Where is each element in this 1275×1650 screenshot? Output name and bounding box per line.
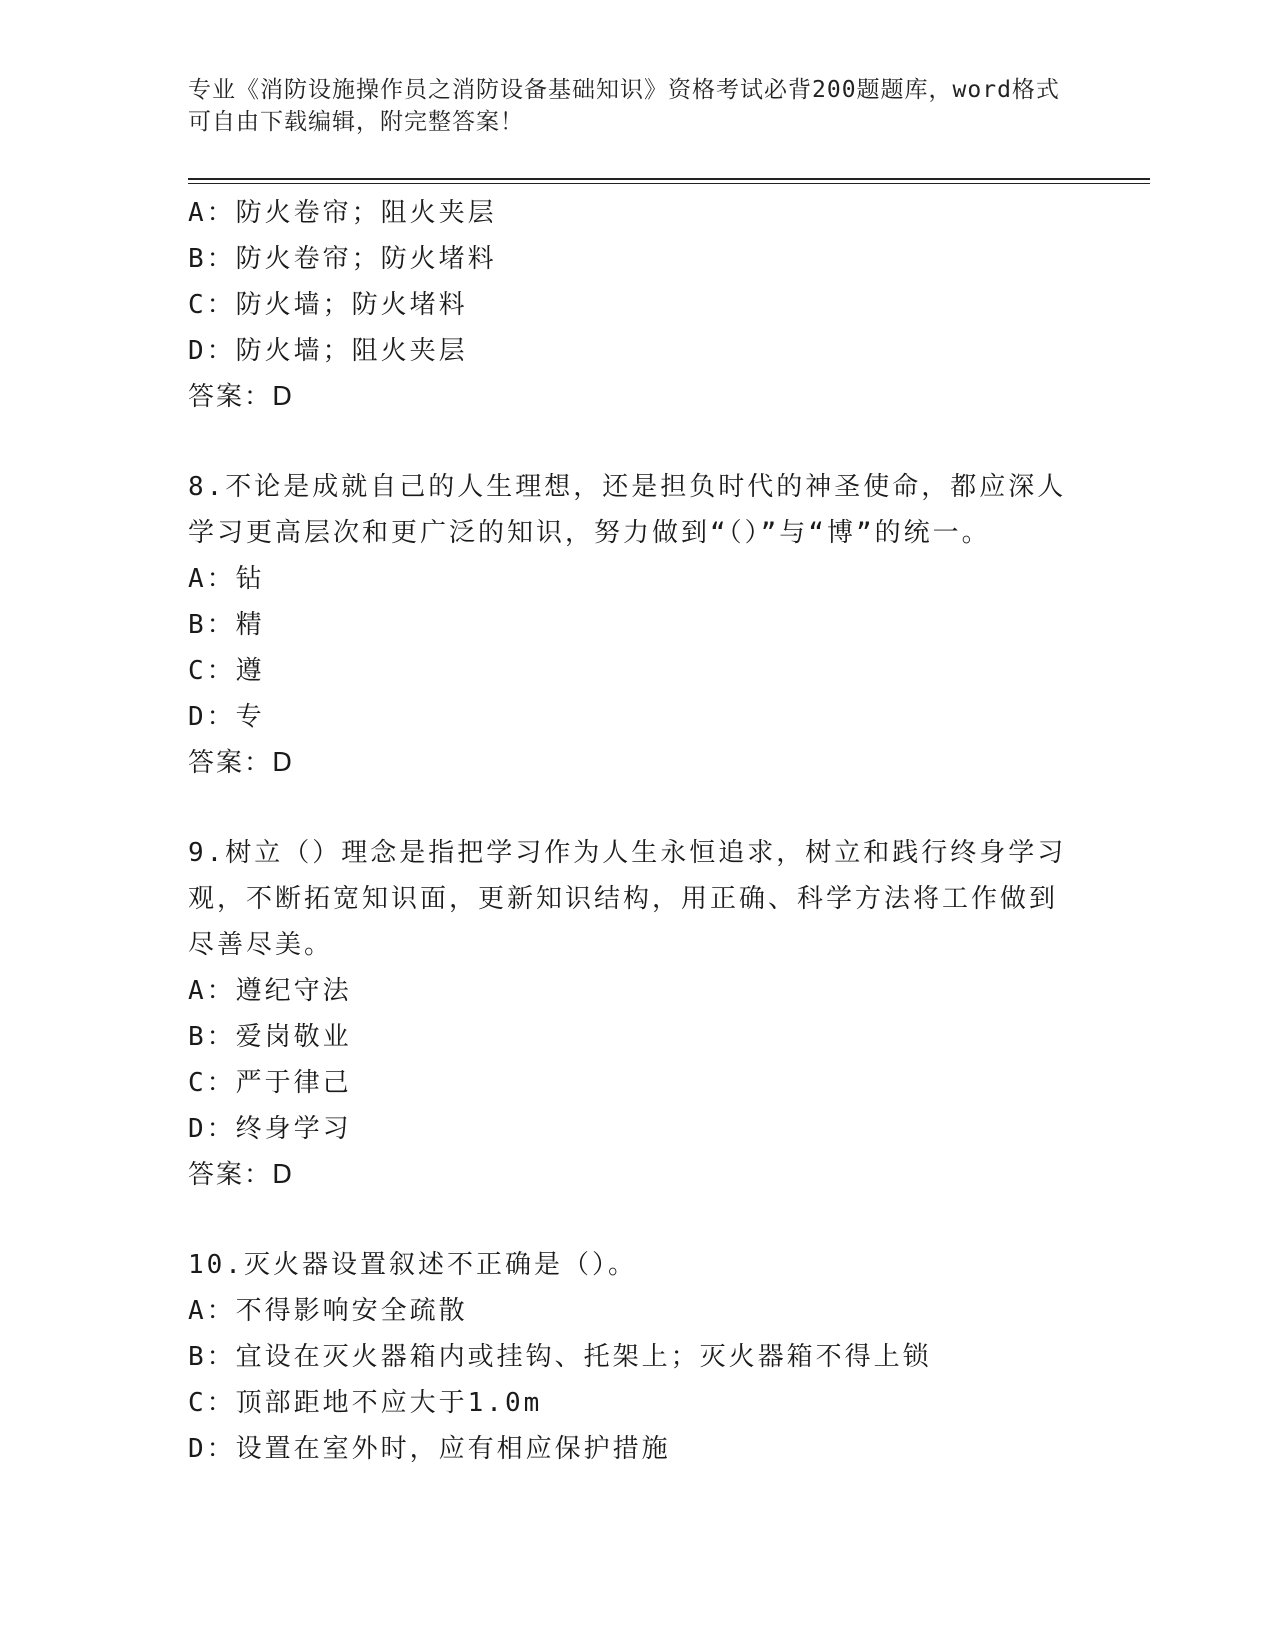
question-10-block <box>188 1242 1068 1472</box>
header-divider-thin <box>188 183 1150 184</box>
option-c: C：遵 <box>188 656 265 686</box>
option-a: A：钻 <box>188 564 265 594</box>
option-a: A：遵纪守法 <box>188 976 352 1006</box>
option-d: D：防火墙；阻火夹层 <box>188 336 468 366</box>
option-b: B：防火卷帘；防火堵料 <box>188 244 497 274</box>
option-b: B：宜设在灭火器箱内或挂钩、托架上；灭火器箱不得上锁 <box>188 1342 932 1372</box>
question-8-block <box>188 464 1068 786</box>
answer-line: 答案：D <box>188 382 295 412</box>
option-c: C：防火墙；防火堵料 <box>188 290 468 320</box>
option-c: C：严于律己 <box>188 1068 352 1098</box>
option-c: C：顶部距地不应大于1.0m <box>188 1388 543 1418</box>
previous-question-block <box>188 190 1068 420</box>
option-d: D：专 <box>188 702 265 732</box>
question-text: 9.树立（）理念是指把学习作为人生永恒追求，树立和践行终身学习观，不断拓宽知识面，更新知识结构，用正确、科学方法将工作做到尽善尽美。 <box>188 838 1067 960</box>
answer-line: 答案：D <box>188 1160 295 1190</box>
header-divider-thick <box>188 178 1150 180</box>
option-d: D：设置在室外时，应有相应保护措施 <box>188 1434 671 1464</box>
option-a: A：防火卷帘；阻火夹层 <box>188 198 497 228</box>
option-d: D：终身学习 <box>188 1114 352 1144</box>
answer-line: 答案：D <box>188 748 295 778</box>
question-list <box>188 190 1068 1472</box>
question-9-block <box>188 830 1068 1198</box>
option-a: A：不得影响安全疏散 <box>188 1296 468 1326</box>
question-text: 8.不论是成就自己的人生理想，还是担负时代的神圣使命，都应深人学习更高层次和更广泛的知识，努力做到“（）”与“博”的统一。 <box>188 472 1067 548</box>
document-header: 专业《消防设施操作员之消防设备基础知识》资格考试必背200题题库，word格式可自由下载编辑，附完整答案！ <box>188 77 1060 135</box>
option-b: B：爱岗敬业 <box>188 1022 352 1052</box>
question-text: 10.灭火器设置叙述不正确是（）。 <box>188 1250 637 1280</box>
option-b: B：精 <box>188 610 265 640</box>
